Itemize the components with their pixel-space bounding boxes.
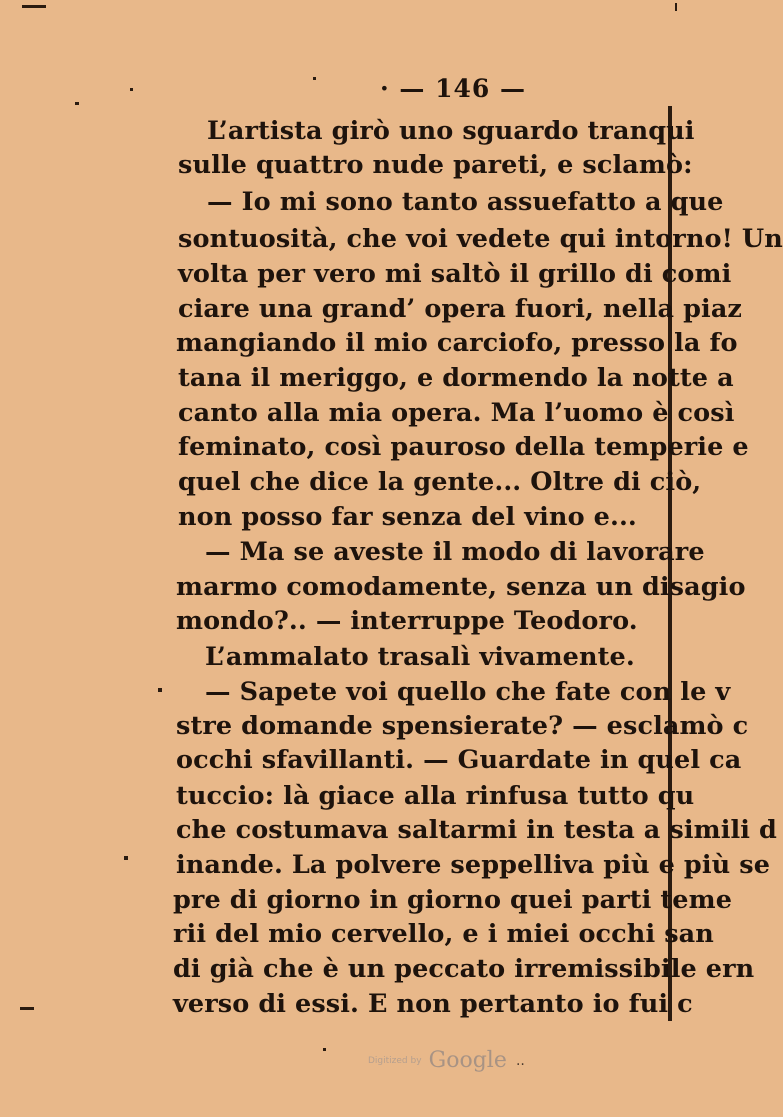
google-logo: Google [428, 1048, 507, 1073]
text-line: canto alla mia opera. Ma l’uomo è così [178, 398, 735, 428]
digitized-by-google-watermark [368, 1048, 525, 1073]
text-line: occhi sfavillanti. — Guardate in quel ca [176, 745, 742, 775]
text-line: di già che è un peccato irremissibile ern [173, 954, 755, 984]
text-line: — Sapete voi quello che fate con le v [205, 677, 731, 707]
text-line: volta per vero mi saltò il grillo di comi [178, 259, 732, 289]
text-line: L’ammalato trasalì vivamente. [205, 642, 635, 672]
text-line: sontuosità, che voi vedete qui intorno! Un [178, 224, 783, 254]
text-line: tuccio: là giace alla rinfusa tutto qu [176, 781, 695, 811]
text-line: stre domande spensierate? — esclamò c [176, 711, 749, 741]
text-line: sulle quattro nude pareti, e sclamò: [178, 150, 693, 180]
text-line: feminato, così pauroso della temperie e [178, 432, 749, 462]
page-number-header: · — 146 — [380, 74, 526, 103]
text-line: — Io mi sono tanto assuefatto a que [207, 187, 724, 217]
text-line: L’artista girò uno sguardo tranqui [207, 116, 695, 146]
text-line: — Ma se aveste il modo di lavorare [205, 537, 705, 567]
text-line: quel che dice la gente... Oltre di ciò, [178, 467, 702, 497]
digitized-label: Digitized by [368, 1055, 422, 1066]
text-line: verso di essi. E non pertanto io fui c [173, 989, 693, 1019]
text-line: mangiando il mio carciofo, presso la fo [176, 328, 738, 358]
text-line: mondo?.. — interruppe Teodoro. [176, 606, 638, 636]
text-line: che costumava saltarmi in testa a simili d [176, 815, 777, 845]
text-line: inande. La polvere seppelliva più e più se [176, 850, 771, 880]
text-line: tana il meriggo, e dormendo la notte a [178, 363, 734, 393]
text-line: non posso far senza del vino e... [178, 502, 637, 532]
text-line: ciare una grand’ opera fuori, nella piaz [178, 294, 743, 324]
text-line: rii del mio cervello, e i miei occhi san [173, 919, 714, 949]
text-line: pre di giorno in giorno quei parti teme [173, 885, 733, 915]
footer-trailing-marks: .. [515, 1052, 525, 1069]
text-line: marmo comodamente, senza un disagio [176, 572, 746, 602]
